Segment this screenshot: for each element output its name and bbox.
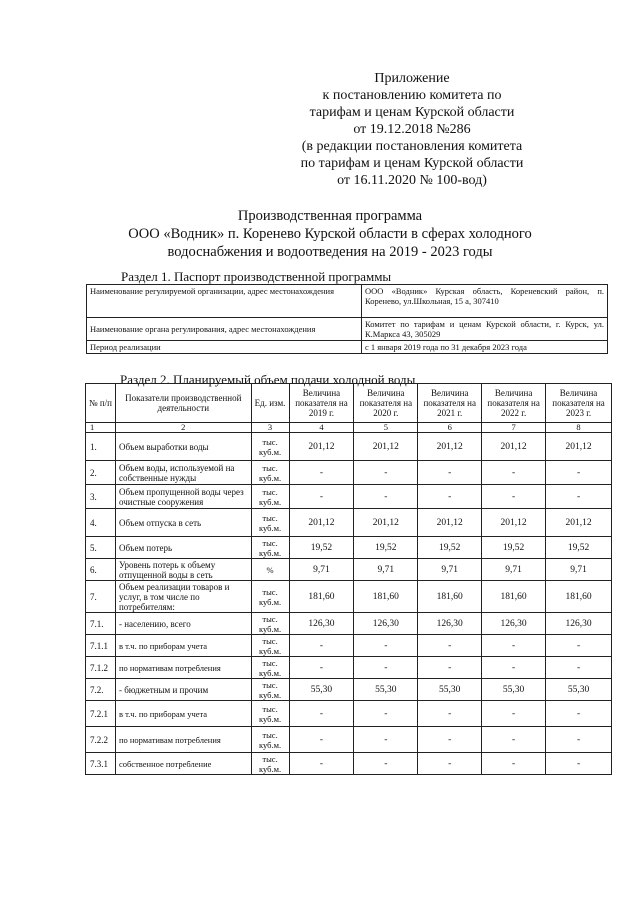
value-cell: 19,52 [289,537,354,559]
appendix-line: Приложение [374,71,450,86]
value-cell: - [354,701,418,727]
col-number: 7 [482,423,546,433]
appendix-line: (в редакции постановления комитета [301,139,523,154]
table-row [86,613,612,635]
value-cell: 9,71 [289,559,354,581]
table-row [86,537,612,559]
passport-value: с 1 января 2019 года по 31 декабря 2023 года [362,341,608,354]
value-cell: - [546,701,612,727]
col-number: 3 [251,423,289,433]
indicator-name: - бюджетным и прочим [115,679,251,701]
value-cell: - [418,485,482,509]
value-cell: 55,30 [546,679,612,701]
col-number: 5 [354,423,418,433]
table-row [86,657,612,679]
value-cell: - [354,657,418,679]
row-number: 2. [86,461,116,485]
section1-heading: Раздел 1. Паспорт производственной программы [121,269,392,284]
value-cell: 126,30 [546,613,612,635]
passport-value: Комитет по тарифам и ценам Курской области, г. Курск, ул. К.Маркса 43, 305029 [362,318,608,341]
col-header: Величина показателя на 2019 г. [289,384,354,423]
passport-row [87,318,608,341]
value-cell: - [289,727,354,753]
passport-row [87,285,608,318]
appendix-line: от 19.12.2018 №286 [353,122,471,137]
value-cell: - [289,753,354,775]
col-header: Показатели производственной деятельности [115,384,251,423]
value-cell: - [418,727,482,753]
indicator-name: Объем выработки воды [115,433,251,461]
table-row [86,727,612,753]
unit-cell: % [251,559,289,581]
indicator-name: - населению, всего [115,613,251,635]
value-cell: 126,30 [354,613,418,635]
passport-row [87,341,608,354]
indicator-name: собственное потребление [115,753,251,775]
value-cell: - [354,753,418,775]
value-cell: 201,12 [289,433,354,461]
value-cell: - [418,657,482,679]
value-cell: - [546,485,612,509]
value-cell: - [482,635,546,657]
value-cell: 181,60 [482,581,546,613]
value-cell: - [289,701,354,727]
unit-cell: тыс. куб.м. [251,433,289,461]
passport-value: ООО «Водник» Курская область, Кореневский район, п. Коренево, ул.Школьная, 15 а, 307410 [362,285,608,318]
appendix-line: тарифам и ценам Курской области [309,105,515,120]
unit-cell: тыс. куб.м. [251,701,289,727]
value-cell: - [482,485,546,509]
value-cell: - [418,753,482,775]
value-cell: 201,12 [482,509,546,537]
value-cell: 201,12 [546,433,612,461]
value-cell: - [546,753,612,775]
column-number-row [86,423,612,433]
unit-cell: тыс. куб.м. [251,537,289,559]
value-cell: 19,52 [418,537,482,559]
passport-table [86,284,608,354]
value-cell: - [546,635,612,657]
value-cell: 201,12 [289,509,354,537]
value-cell: - [418,635,482,657]
value-cell: 19,52 [546,537,612,559]
unit-cell: тыс. куб.м. [251,727,289,753]
value-cell: 126,30 [289,613,354,635]
value-cell: 55,30 [482,679,546,701]
col-header: Величина показателя на 2020 г. [354,384,418,423]
appendix-line: по тарифам и ценам Курской области [300,156,524,171]
header-row [86,384,612,423]
row-number: 7.1. [86,613,116,635]
title-line: ООО «Водник» п. Коренево Курской области в сферах холодного [128,226,532,242]
value-cell: - [482,753,546,775]
value-cell: - [546,657,612,679]
value-cell: 126,30 [482,613,546,635]
table-row [86,485,612,509]
unit-cell: тыс. куб.м. [251,581,289,613]
section2-heading: Раздел 2. Планируемый объем подачи холодной воды [120,372,416,387]
value-cell: - [354,727,418,753]
indicator-name: Объем потерь [115,537,251,559]
col-header: Величина показателя на 2023 г. [546,384,612,423]
passport-key: Наименование регулируемой организации, адрес местонахождения [87,285,362,318]
passport-key: Период реализации [87,341,362,354]
col-number: 4 [289,423,354,433]
indicator-name: Объем отпуска в сеть [115,509,251,537]
title-line: Производственная программа [237,208,423,224]
volume-table [85,383,612,775]
indicator-name: в т.ч. по приборам учета [115,635,251,657]
unit-cell: тыс. куб.м. [251,679,289,701]
value-cell: 201,12 [546,509,612,537]
col-number: 6 [418,423,482,433]
title-line: водоснабжения и водоотведения на 2019 - 2023 годы [167,244,493,260]
value-cell: - [289,461,354,485]
row-number: 1. [86,433,116,461]
document-title [80,207,580,261]
table-row [86,753,612,775]
value-cell: 201,12 [418,509,482,537]
value-cell: - [354,635,418,657]
col-header: Величина показателя на 2021 г. [418,384,482,423]
appendix-header [262,70,562,189]
col-number: 1 [86,423,116,433]
value-cell: 181,60 [546,581,612,613]
table-row [86,635,612,657]
table-row [86,433,612,461]
value-cell: 126,30 [418,613,482,635]
row-number: 7.1.2 [86,657,116,679]
table-row [86,461,612,485]
value-cell: 55,30 [418,679,482,701]
col-header: № п/п [86,384,116,423]
value-cell: 19,52 [354,537,418,559]
value-cell: 181,60 [418,581,482,613]
value-cell: 181,60 [354,581,418,613]
indicator-name: Объем реализации товаров и услуг, в том числе по потребителям: [115,581,251,613]
value-cell: - [289,635,354,657]
row-number: 7.2. [86,679,116,701]
col-number: 8 [546,423,612,433]
value-cell: 9,71 [482,559,546,581]
col-number: 2 [115,423,251,433]
indicator-name: Объем воды, используемой на собственные нужды [115,461,251,485]
unit-cell: тыс. куб.м. [251,509,289,537]
value-cell: - [289,485,354,509]
appendix-line: к постановлению комитета по [322,88,502,103]
value-cell: - [354,461,418,485]
value-cell: - [354,485,418,509]
value-cell: 201,12 [354,509,418,537]
indicator-name: по нормативам потребления [115,657,251,679]
value-cell: - [482,461,546,485]
value-cell: 9,71 [546,559,612,581]
row-number: 4. [86,509,116,537]
value-cell: - [289,657,354,679]
row-number: 7.2.2 [86,727,116,753]
row-number: 7.3.1 [86,753,116,775]
row-number: 7.1.1 [86,635,116,657]
value-cell: 9,71 [354,559,418,581]
indicator-name: в т.ч. по приборам учета [115,701,251,727]
value-cell: - [482,657,546,679]
row-number: 6. [86,559,116,581]
row-number: 3. [86,485,116,509]
table-row [86,581,612,613]
table-row [86,701,612,727]
unit-cell: тыс. куб.м. [251,485,289,509]
col-header: Величина показателя на 2022 г. [482,384,546,423]
row-number: 7.2.1 [86,701,116,727]
value-cell: - [418,701,482,727]
unit-cell: тыс. куб.м. [251,635,289,657]
value-cell: 55,30 [354,679,418,701]
passport-key: Наименование органа регулирования, адрес местонахождения [87,318,362,341]
value-cell: 201,12 [418,433,482,461]
appendix-line: от 16.11.2020 № 100-вод) [337,173,487,188]
unit-cell: тыс. куб.м. [251,613,289,635]
value-cell: 201,12 [482,433,546,461]
value-cell: - [546,727,612,753]
indicator-name: Объем пропущенной воды через очистные сооружения [115,485,251,509]
value-cell: 55,30 [289,679,354,701]
value-cell: - [418,461,482,485]
value-cell: - [482,727,546,753]
row-number: 7. [86,581,116,613]
table-row [86,509,612,537]
unit-cell: тыс. куб.м. [251,753,289,775]
unit-cell: тыс. куб.м. [251,657,289,679]
table-row [86,679,612,701]
value-cell: 201,12 [354,433,418,461]
value-cell: - [546,461,612,485]
value-cell: 181,60 [289,581,354,613]
value-cell: 19,52 [482,537,546,559]
value-cell: - [482,701,546,727]
table-row [86,559,612,581]
indicator-name: по нормативам потребления [115,727,251,753]
volume-table-body [86,433,612,775]
row-number: 5. [86,537,116,559]
unit-cell: тыс. куб.м. [251,461,289,485]
indicator-name: Уровень потерь к объему отпущенной воды в сеть [115,559,251,581]
value-cell: 9,71 [418,559,482,581]
col-header: Ед. изм. [251,384,289,423]
